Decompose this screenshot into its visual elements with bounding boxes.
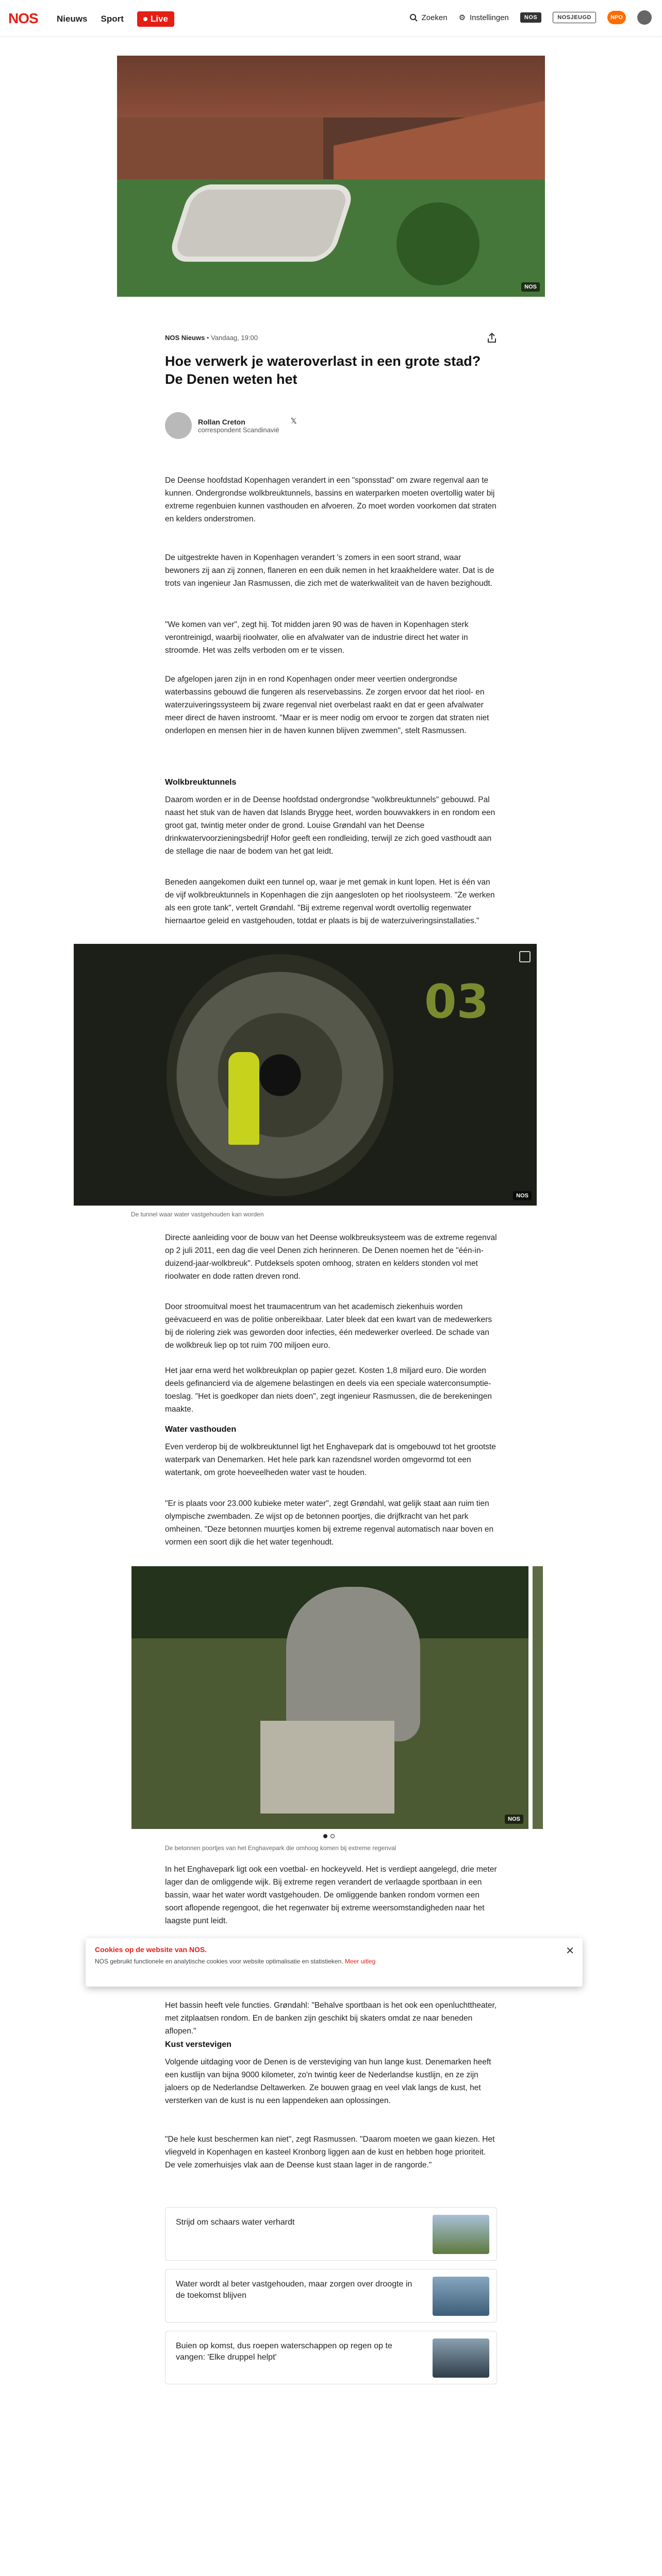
person-figure (286, 1587, 420, 1741)
paragraph: "We komen van ver", zegt hij. Tot midden jaren 90 was de haven in Kopenhagen sterk verontreinigd, waarbij rioolwater, olie en afvalwater van de industrie direct het water in stroomde. Het was zelfs verboden om er te vissen. (165, 620, 469, 655)
live-label: Live (150, 14, 168, 24)
concrete-block (260, 1721, 394, 1814)
account-avatar[interactable] (637, 10, 652, 25)
nosjeugd-badge[interactable]: NOSJEUGD (553, 12, 596, 23)
paragraph: Het jaar erna werd het wolkbreukplan op papier gezet. Kosten 1,8 miljard euro. Die worden deels gefinancierd via de algemene belastingen en deels via een speciale waterconsumptie-toeslag. "Het is goedkoper dan niets doen", zegt ingenieur Rasmussen, die de berekeningen maakte. (165, 1366, 492, 1414)
worker-figure (228, 1052, 259, 1145)
paragraph: "Er is plaats voor 23.000 kubieke meter water", zegt Grøndahl, wat gelijk staat aan ruim tien olympische zwembaden. Ze wijst op de betonnen poortjes, die drijfkracht van het park omheinen. "Deze betonnen muurtjes komen bij extreme regenval automatisch naar boven en vormen een soort dijk die het water tegenhoudt. (165, 1499, 494, 1547)
main-nav (57, 11, 174, 27)
related-thumbnail (433, 2277, 489, 2316)
settings-button[interactable] (459, 13, 509, 22)
author-avatar[interactable] (165, 412, 192, 439)
cookie-title: Cookies op de website van NOS. (95, 1945, 207, 1954)
paragraph: Door stroomuitval moest het traumacentrum van het academisch ziekenhuis worden geëvacueerd en was de politie onbereikbaar. Later bleek dat een kwart van de medewerkers bij de riolering ziek was geworden door infecties, één medewerker overleed. De schade van de wolkbreuk liep op tot ruim 700 miljoen euro. (165, 1302, 492, 1350)
live-dot-icon (143, 17, 147, 21)
nos-logo[interactable]: NOS (8, 10, 38, 26)
author-block (165, 412, 497, 439)
paragraph: Het bassin heeft vele functies. Grøndahl: "Behalve sportbaan is het ook een openluchttheater, met zitplaatsen rondom. En de banken zijn geschikt bij skaters omdat ze naar beneden aflopen." (165, 2001, 497, 2036)
close-icon[interactable]: ✕ (566, 1945, 574, 1957)
related-article[interactable] (165, 2331, 497, 2384)
x-social-icon[interactable]: 𝕏 (290, 417, 297, 426)
paragraph: Daarom worden er in de Deense hoofdstad ondergrondse "wolkbreuktunnels" gebouwd. Pal naast het stuk van de haven dat Islands Brygge heet, worden bouwvakkers in en rondom een groot gat, twintig meter onder de grond. Louise Grøndahl van het Deense drinkwatervoorzieningsbedrijf Hofor geeft een rondleiding, terwijl ze zich goed vasthoudt aan de stellage die naar de bodem van het gat leidt. (165, 795, 495, 856)
carousel-slide[interactable] (131, 1566, 528, 1829)
paragraph: Beneden aangekomen duikt een tunnel op, waar je met gemak in kunt lopen. Het is één van de vijf wolkbreuktunnels in Kopenhagen die zijn aangesloten op het rioolsysteem. "Ze werken als een grote tank", vertelt Grøndahl. "Bij extreme regenval wordt overtollig regenwater hiernaartoe geleid en vastgehouden, totdat er plaats is bij de waterzuiveringsinstallaties." (165, 878, 495, 926)
related-thumbnail (433, 2338, 489, 2378)
related-title: Water wordt al beter vastgehouden, maar zorgen over droogte in de toekomst blijven (176, 2280, 412, 2300)
article-title: Hoe verwerk je wateroverlast in een grote stad? De Denen weten het (165, 353, 481, 387)
search-icon (409, 13, 418, 22)
paragraph: De Deense hoofdstad Kopenhagen verandert in een "sponsstad" om zware regenval aan te kunnen. Ondergrondse wolkbreuktunnels, bassins en waterparken moeten overtollig water bij extreme regenbuien kunnen vasthouden en afvoeren. Zo moet worden voorkomen dat straten en kelders onderstromen. (165, 476, 496, 524)
related-article[interactable] (165, 2207, 497, 2261)
settings-label: Instellingen (470, 13, 509, 22)
related-title: Buien op komst, dus roepen waterschappen op regen op te vangen: 'Elke druppel helpt' (176, 2342, 392, 2362)
share-icon[interactable] (486, 332, 498, 344)
search-label: Zoeken (421, 13, 448, 22)
nos-watermark: NOS (505, 1815, 523, 1824)
search-button[interactable] (409, 13, 448, 22)
nos-watermark: NOS (521, 282, 540, 292)
carousel-dot-active[interactable] (323, 1834, 327, 1838)
carousel-dot[interactable] (330, 1834, 335, 1838)
paragraph: De uitgestrekte haven in Kopenhagen verandert 's zomers in een soort strand, waar bewoners zij aan zij zonnen, flaneren en een duik nemen in het kraakheldere water. Dat is de trots van ingenieur Jan Rasmussen, die zich met de waterkwaliteit van de haven bezighoudt. (165, 553, 494, 588)
paragraph: De afgelopen jaren zijn in en rond Kopenhagen onder meer veertien ondergrondse waterbassins gebouwd die fungeren als reservebassins. Ze zorgen ervoor dat het riool- en waterzuiveringssysteem bij zware regenval niet overbelast raakt en dat er geen afvalwater meer direct de haven instroomt. "Maar er is meer nodig om ervoor te zorgen dat straten niet onderlopen en mensen hier in de haven kunnen blijven zwemmen", stelt Rasmussen. (165, 675, 489, 736)
image-caption: De betonnen poortjes van het Enghavepark die omhoog komen bij extreme regenval (165, 1844, 396, 1852)
paragraph: In het Enghavepark ligt ook een voetbal- en hockeyveld. Het is verdiept aangelegd, drie meter lager dan de omliggende wijk. Bij extreme regen verandert de verlaagde sportbaan in een bassin, waar het water wordt vastgehouden. De omliggende banken rondom vormen een soort aflopende regengoot, die het regenwater bij extreme weersomstandigheden naar het laagste punt leidt. (165, 1865, 497, 1926)
cookie-banner (86, 1938, 583, 1987)
section-heading: Wolkbreuktunnels (165, 778, 237, 787)
related-article[interactable] (165, 2269, 497, 2323)
nos-watermark: NOS (513, 1191, 532, 1200)
meta-date: Vandaag, 19:00 (211, 334, 258, 342)
fullscreen-icon[interactable] (519, 951, 531, 962)
carousel-next-peek[interactable] (533, 1566, 543, 1829)
section-heading: Kust verstevigen (165, 2040, 231, 2049)
hero-image (117, 56, 545, 297)
paragraph: Even verderop bij de wolkbreuktunnel ligt het Enghavepark dat is omgebouwd tot het grootste waterpark van Denemarken. Het hele park kan razendsnel worden omgevormd tot een watertank, om grote hoeveelheden water vast te houden. (165, 1443, 496, 1478)
image-caption: De tunnel waar water vastgehouden kan worden (131, 1211, 264, 1218)
gear-icon: ⚙ (458, 13, 466, 22)
nav-sport[interactable]: Sport (101, 14, 124, 24)
nav-right (409, 10, 652, 25)
section-heading: Water vasthouden (165, 1425, 237, 1434)
paragraph: Volgende uitdaging voor de Denen is de versteviging van hun lange kust. Denemarken heeft een kustlijn van bijna 9000 kilometer, zo'n twintig keer de Nederlandse kustlijn, en ze zijn jaloers op de Nederlandse Deltawerken. Ze bouwen graag en veel vlak langs de kust, het versterken van de kust is nu een lappendeken aan oplossingen. (165, 2058, 491, 2106)
tunnel-video[interactable] (74, 944, 537, 1206)
paragraph: Directe aanleiding voor de bouw van het Deense wolkbreuksysteem was de extreme regenval op 2 juli 2011, een dag die veel Denen zich herinneren. De Denen noemen het de "één-in-duizend-jaar-wolkbreuk". Putdeksels spoten omhoog, straten en kelders stonden vol met rioolwater en dode ratten dreven rond. (165, 1233, 497, 1281)
paragraph: "De hele kust beschermen kan niet", zegt Rasmussen. "Daarom moeten we gaan kiezen. Het vliegveld in Kopenhagen en kasteel Kronborg liggen aan de kust en hebben hoge prioriteit. De vele zomerhuisjes vlak aan de Deense kust staan lager in de rangorde." (165, 2135, 495, 2170)
related-thumbnail (433, 2215, 489, 2254)
author-name[interactable]: Rollan Creton (198, 417, 245, 426)
npo-badge[interactable]: NPO (607, 11, 626, 24)
top-navigation (0, 0, 662, 37)
carousel-dots (323, 1834, 335, 1838)
meta-source: NOS Nieuws (165, 334, 205, 342)
tunnel-wall-marking: 03 (424, 975, 489, 1029)
related-title: Strijd om schaars water verhardt (176, 2218, 295, 2227)
nav-nieuws[interactable]: Nieuws (57, 14, 88, 24)
nos-badge[interactable]: NOS (520, 12, 541, 23)
author-role: correspondent Scandinavië (198, 426, 279, 434)
cookie-more-link[interactable]: Meer uitleg (344, 1958, 376, 1965)
cookie-text: NOS gebruikt functionele en analytische cookies voor website optimalisatie en statistieken. Meer uitleg (95, 1958, 376, 1965)
live-button[interactable] (137, 11, 174, 27)
article-meta: NOS Nieuws • Vandaag, 19:00 (165, 334, 258, 342)
